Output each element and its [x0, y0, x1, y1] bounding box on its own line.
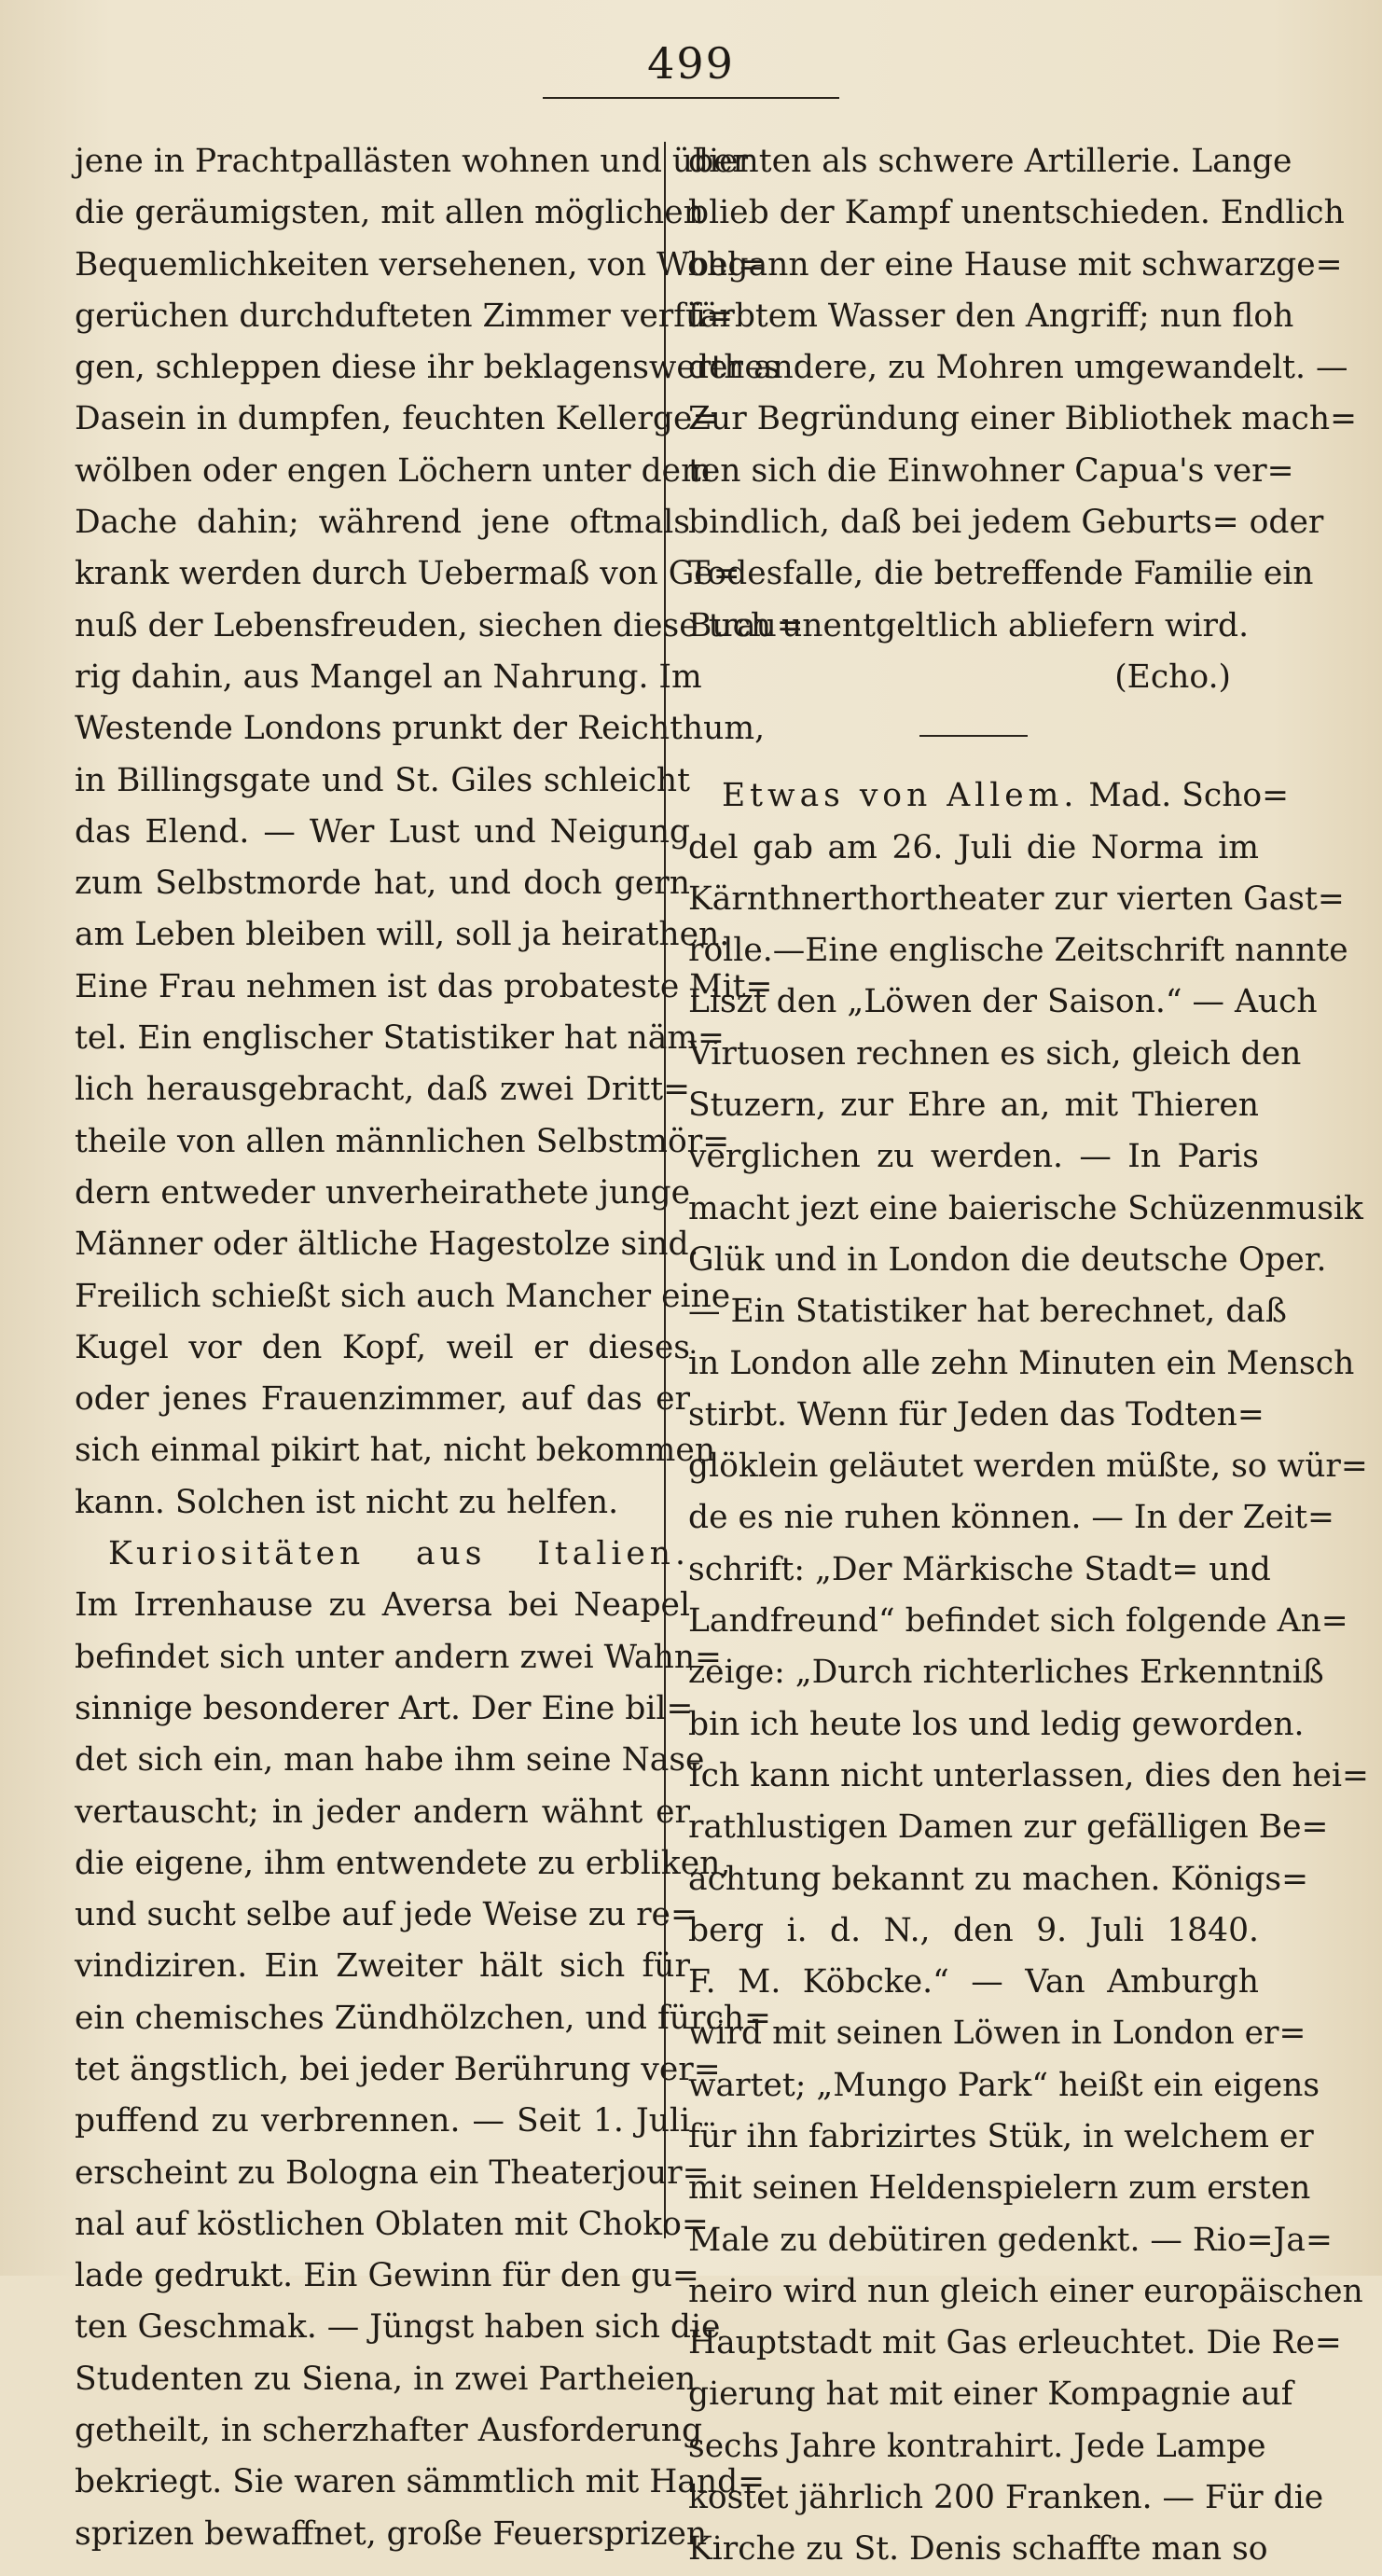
- text-line: glöklein geläutet werden müßte, so wür=: [688, 1447, 1368, 1486]
- text-line: del gab am 26. Juli die Norma im: [688, 828, 1259, 866]
- right-text-block-1: [688, 136, 1357, 652]
- text-line: und sucht selbe auf jede Weise zu re=: [75, 1896, 698, 1934]
- text-line: Stuzern, zur Ehre an, mit Thieren: [688, 1087, 1259, 1125]
- text-line: erscheint zu Bologna ein Theaterjour=: [75, 2154, 710, 2192]
- text-line: in London alle zehn Minuten ein Mensch: [688, 1344, 1355, 1382]
- text-line: gerüchen durchdufteten Zimmer verfü=: [75, 297, 734, 335]
- text-line: macht jezt eine baierische Schüzenmusik: [688, 1189, 1363, 1227]
- text-line: Bequemlichkeiten versehenen, von Wohl=: [75, 245, 766, 284]
- text-line: gierung hat mit einer Kompagnie auf: [688, 2375, 1293, 2414]
- source-attribution: (Echo.): [1114, 658, 1231, 696]
- header-rule: [543, 97, 839, 99]
- text-line: berg i. d. N., den 9. Juli 1840.: [688, 1911, 1259, 1949]
- text-line: neiro wird nun gleich einer europäischen: [688, 2272, 1363, 2310]
- text-line: Buch unentgeltlich abliefern wird.: [688, 606, 1250, 644]
- right-text-block-2: [688, 823, 1369, 2576]
- text-line: sechs Jahre kontrahirt. Jede Lampe: [688, 2427, 1266, 2465]
- text-line: zeige: „Durch richterliches Erkenntniß: [688, 1654, 1324, 1692]
- text-line: lich herausgebracht, daß zwei Dritt=: [75, 1071, 690, 1109]
- section-separator: [919, 735, 1028, 737]
- text-line: jene in Prachtpallästen wohnen und über: [75, 143, 749, 180]
- text-line: Dasein in dumpfen, feuchten Kellerge=: [75, 400, 720, 438]
- text-line: am Leben bleiben will, soll ja heirathen.: [75, 916, 730, 954]
- text-line: Eine Frau nehmen ist das probateste Mit=: [75, 967, 773, 1005]
- text-line: puffend zu verbrennen. — Seit 1. Juli: [75, 2102, 690, 2140]
- left-column: [75, 136, 804, 2560]
- text-line: bekriegt. Sie waren sämmtlich mit Hand=: [75, 2463, 766, 2501]
- text-line: Liszt den „Löwen der Saison.“ — Auch: [688, 983, 1318, 1021]
- text-line: Kirche zu St. Denis schaffte man so: [688, 2530, 1268, 2569]
- text-line: dienten als schwere Artillerie. Lange: [688, 143, 1292, 180]
- text-line: wird mit seinen Löwen in London er=: [688, 2015, 1306, 2053]
- section-heading-line-2: [688, 770, 1290, 822]
- text-line: lade gedrukt. Ein Gewinn für den gu=: [75, 2257, 699, 2295]
- text-line: wölben oder engen Löchern unter dem: [75, 451, 712, 490]
- text-line: de es nie ruhen können. — In der Zeit=: [688, 1499, 1334, 1537]
- text-line: die eigene, ihm entwendete zu erbliken,: [75, 1844, 731, 1882]
- text-line: zum Selbstmorde hat, und doch gern: [75, 865, 690, 903]
- left-text-block-2: [75, 1580, 771, 2560]
- section-heading-etwas-von-allem: Etwas von Allem.: [722, 777, 1079, 815]
- text-line: Im Irrenhause zu Aversa bei Neapel: [75, 1586, 690, 1625]
- text-line: gen, schleppen diese ihr beklagenswerthes: [75, 349, 781, 387]
- text-line: Glük und in London die deutsche Oper.: [688, 1240, 1327, 1279]
- text-line: ten sich die Einwohner Capua's ver=: [688, 451, 1294, 490]
- text-line: kostet jährlich 200 Franken. — Für die: [688, 2479, 1324, 2517]
- text-line: nal auf köstlichen Oblaten mit Choko=: [75, 2205, 709, 2243]
- text-line: rathlustigen Damen zur gefälligen Be=: [688, 1808, 1329, 1847]
- text-line: der andere, zu Mohren umgewandelt. —: [688, 349, 1348, 387]
- text-line: vindiziren. Ein Zweiter hält sich für: [75, 1947, 690, 1986]
- text-line: Ich kann nicht unterlassen, dies den hei=: [688, 1756, 1369, 1794]
- section-heading-line: [75, 1529, 690, 1580]
- text-line: oder jenes Frauenzimmer, auf das er: [75, 1380, 690, 1419]
- text-line: sich einmal pikirt hat, nicht bekommen: [75, 1432, 716, 1470]
- text-line: stirbt. Wenn für Jeden das Todten=: [688, 1395, 1265, 1433]
- section-heading-kuriositaeten: Kuriositäten aus Italien.: [108, 1535, 690, 1573]
- text-line: ein chemisches Zündhölzchen, und fürch=: [75, 1999, 771, 2037]
- text-line: achtung bekannt zu machen. Königs=: [688, 1860, 1309, 1898]
- text-line: in Billingsgate und St. Giles schleicht: [75, 761, 690, 799]
- text-line: Male zu debütiren gedenkt. — Rio=Ja=: [688, 2221, 1333, 2259]
- text-line: Dache dahin; während jene oftmals: [75, 504, 690, 542]
- text-line: begann der eine Hause mit schwarzge=: [688, 245, 1343, 284]
- text-line: tet ängstlich, bei jeder Berührung ver=: [75, 2050, 721, 2088]
- text-line: rig dahin, aus Mangel an Nahrung. Im: [75, 658, 702, 696]
- text-line: Virtuosen rechnen es sich, gleich den: [688, 1034, 1302, 1073]
- text-line: für ihn fabrizirtes Stük, in welchem er: [688, 2117, 1314, 2155]
- text-line: mit seinen Heldenspielern zum ersten: [688, 2169, 1311, 2208]
- text-line: Hauptstadt mit Gas erleuchtet. Die Re=: [688, 2324, 1342, 2362]
- text-line: krank werden durch Uebermaß von Ge=: [75, 555, 740, 593]
- text-line: färbtem Wasser den Angriff; nun floh: [688, 297, 1294, 335]
- text-line: bindlich, daß bei jedem Geburts= oder: [688, 504, 1324, 542]
- text-line: schrift: „Der Märkische Stadt= und: [688, 1550, 1271, 1588]
- right-column: [688, 136, 1369, 2576]
- text-line: Westende Londons prunkt der Reichthum,: [75, 710, 766, 748]
- text-line: kann. Solchen ist nicht zu helfen.: [75, 1483, 619, 1521]
- text-line: die geräumigsten, mit allen möglichen: [75, 194, 704, 232]
- text-line: nuß der Lebensfreuden, siechen diese trau=: [75, 606, 804, 644]
- text-line: ten Geschmak. — Jüngst haben sich die: [75, 2308, 721, 2347]
- text-line: tel. Ein englischer Statistiker hat näm=: [75, 1019, 725, 1058]
- text-line: sinnige besonderer Art. Der Eine bil=: [75, 1689, 694, 1727]
- text-line: wartet; „Mungo Park“ heißt ein eigens: [688, 2066, 1320, 2104]
- text-line: verglichen zu werden. — In Paris: [688, 1138, 1259, 1176]
- text-line: det sich ein, man habe ihm seine Nase: [75, 1741, 705, 1780]
- text-line: blieb der Kampf unentschieden. Endlich: [688, 194, 1345, 232]
- text-line: Landfreund“ befindet sich folgende An=: [688, 1602, 1348, 1641]
- text-line: dern entweder unverheirathete junge: [75, 1173, 690, 1212]
- text-line: befindet sich unter andern zwei Wahn=: [75, 1638, 722, 1676]
- text-line: rolle.—Eine englische Zeitschrift nannte: [688, 932, 1348, 970]
- text-line: Männer oder ältliche Hagestolze sind.: [75, 1226, 699, 1264]
- text-line: F. M. Köbcke.“ — Van Amburgh: [688, 1963, 1259, 2001]
- text-line: — Ein Statistiker hat berechnet, daß: [688, 1293, 1287, 1331]
- text-line: Kärnthnerthortheater zur vierten Gast=: [688, 879, 1345, 918]
- text-line: sprizen bewaffnet, große Feuersprizen: [75, 2514, 708, 2553]
- text-line: vertauscht; in jeder andern wähnt er: [75, 1793, 690, 1831]
- heading-line-rest: Mad. Scho=: [1088, 777, 1290, 815]
- text-line: Todesfalle, die betreffende Familie ein: [688, 555, 1314, 593]
- text-line: Studenten zu Siena, in zwei Partheien: [75, 2360, 697, 2398]
- text-line: bin ich heute los und ledig geworden.: [688, 1705, 1305, 1743]
- text-line: theile von allen männlichen Selbstmör=: [75, 1122, 730, 1160]
- text-line: Freilich schießt sich auch Mancher eine: [75, 1277, 731, 1315]
- text-line: Kugel vor den Kopf, weil er dieses: [75, 1328, 690, 1366]
- text-line: Zur Begründung einer Bibliothek mach=: [688, 400, 1357, 438]
- text-line: das Elend. — Wer Lust und Neigung: [75, 812, 690, 851]
- left-text-block-1: [75, 136, 804, 1529]
- text-line: getheilt, in scherzhafter Ausforderung: [75, 2412, 703, 2450]
- page-number: 499: [647, 38, 735, 89]
